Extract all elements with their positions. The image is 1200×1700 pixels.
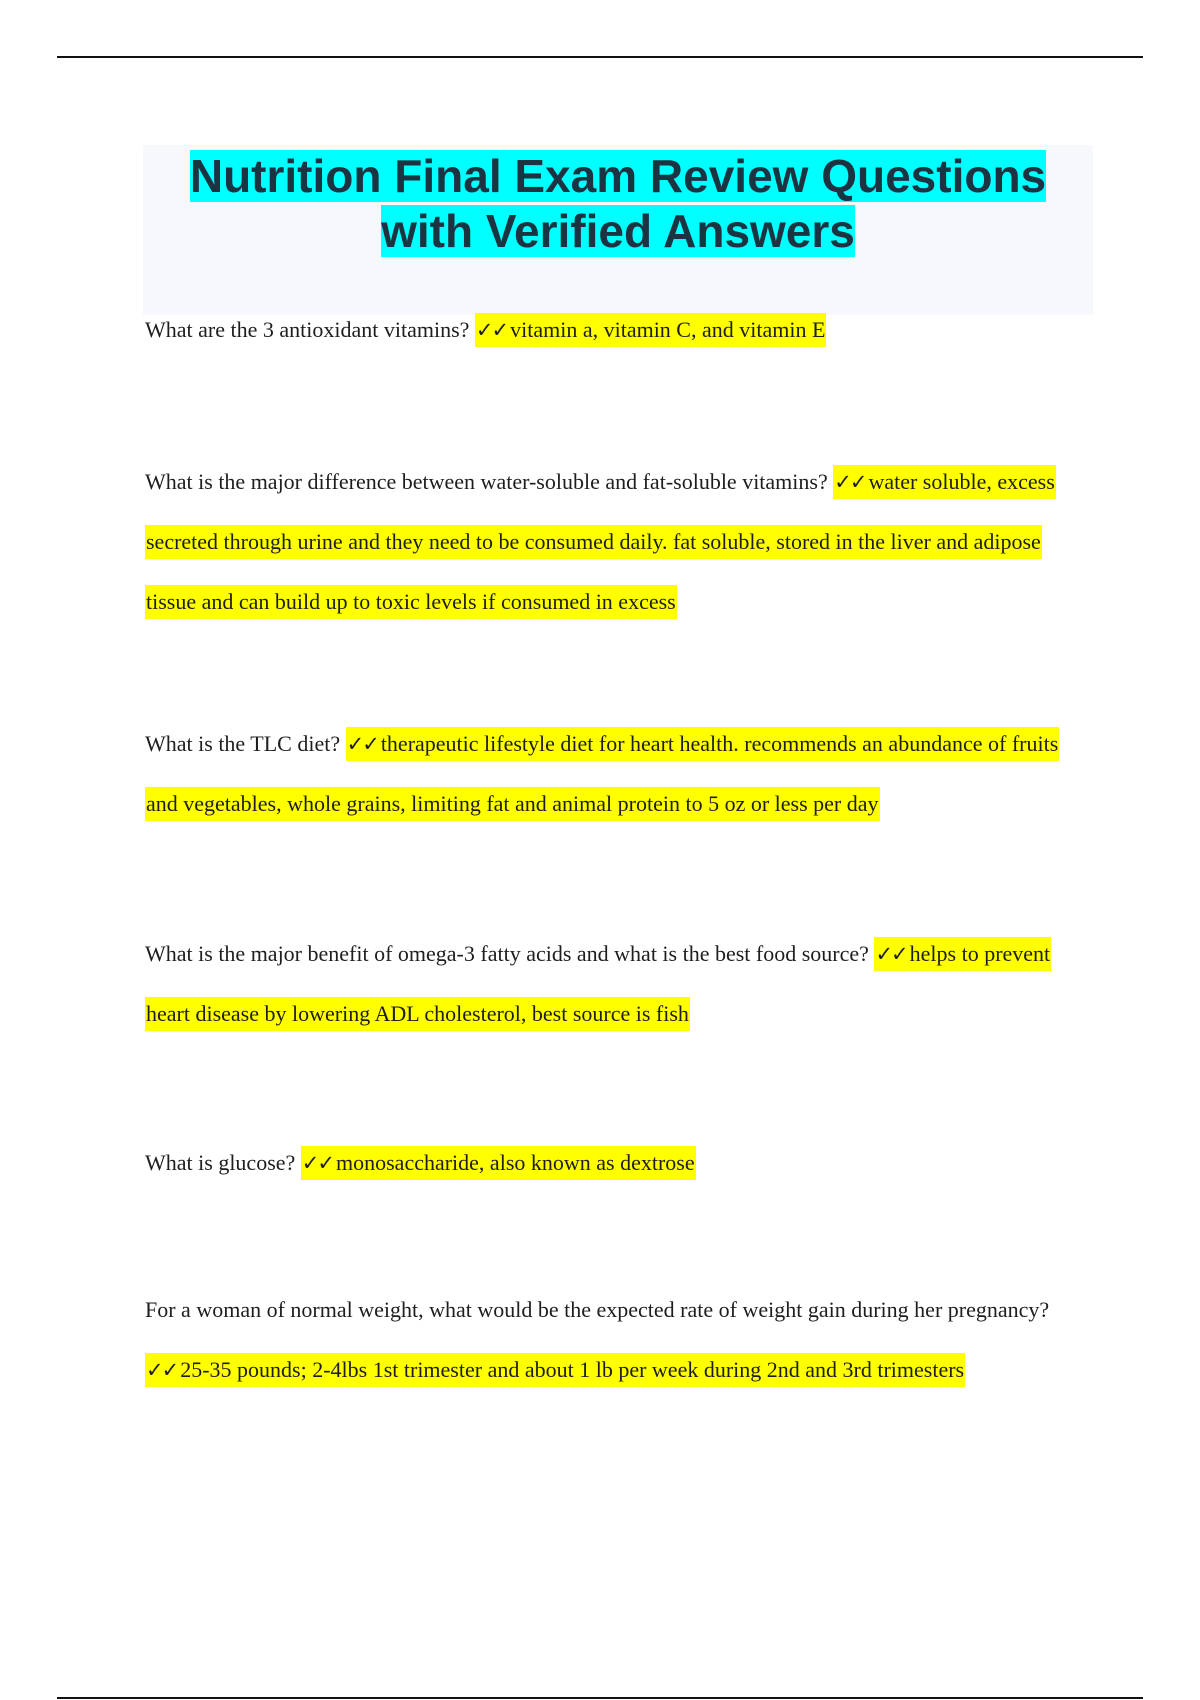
question-text: What is the major benefit of omega-3 fatty acids and what is the best food source? <box>145 941 869 966</box>
title-block <box>143 145 1093 315</box>
qa-item <box>145 1280 1090 1400</box>
double-check-icon: ✓✓ <box>834 470 866 494</box>
double-check-icon: ✓✓ <box>346 732 378 756</box>
question-text: For a woman of normal weight, what would be the expected rate of weight gain during her pregnancy? <box>145 1297 1050 1322</box>
question-text: What are the 3 antioxidant vitamins? <box>145 317 470 342</box>
answer-text: helps to prevent heart disease by lowering ADL cholesterol, best source is fish <box>146 941 1051 1026</box>
question-text: What is glucose? <box>145 1150 296 1175</box>
answer-highlight <box>301 1146 696 1180</box>
qa-item <box>145 1133 1090 1193</box>
qa-item <box>145 452 1090 632</box>
qa-item <box>145 714 1090 834</box>
double-check-icon: ✓✓ <box>875 942 907 966</box>
answer-highlight <box>145 1353 965 1387</box>
answer-text: vitamin a, vitamin C, and vitamin E <box>510 317 826 342</box>
qa-item <box>145 924 1090 1044</box>
answer-text: water soluble, excess secreted through urine and they need to be consumed daily. fat soluble, stored in the liver and adipose tissue and can build up to toxic levels if consumed in excess <box>146 469 1055 614</box>
document-title <box>143 145 1093 259</box>
bottom-rule <box>57 1697 1143 1699</box>
question-text: What is the major difference between water-soluble and fat-soluble vitamins? <box>145 469 828 494</box>
answer-text: 25-35 pounds; 2-4lbs 1st trimester and about 1 lb per week during 2nd and 3rd trimesters <box>180 1357 965 1382</box>
double-check-icon: ✓✓ <box>301 1151 333 1175</box>
answer-text: therapeutic lifestyle diet for heart health. recommends an abundance of fruits and vegetables, whole grains, limiting fat and animal protein to 5 oz or less per day <box>146 731 1059 816</box>
answer-text: monosaccharide, also known as dextrose <box>336 1150 695 1175</box>
title-highlight: Nutrition Final Exam Review Questions with Verified Answers <box>189 150 1047 257</box>
top-rule <box>57 56 1143 58</box>
answer-highlight <box>475 313 827 347</box>
double-check-icon: ✓✓ <box>475 318 508 342</box>
double-check-icon: ✓✓ <box>146 1358 178 1382</box>
qa-item <box>145 300 1090 360</box>
question-text: What is the TLC diet? <box>145 731 341 756</box>
